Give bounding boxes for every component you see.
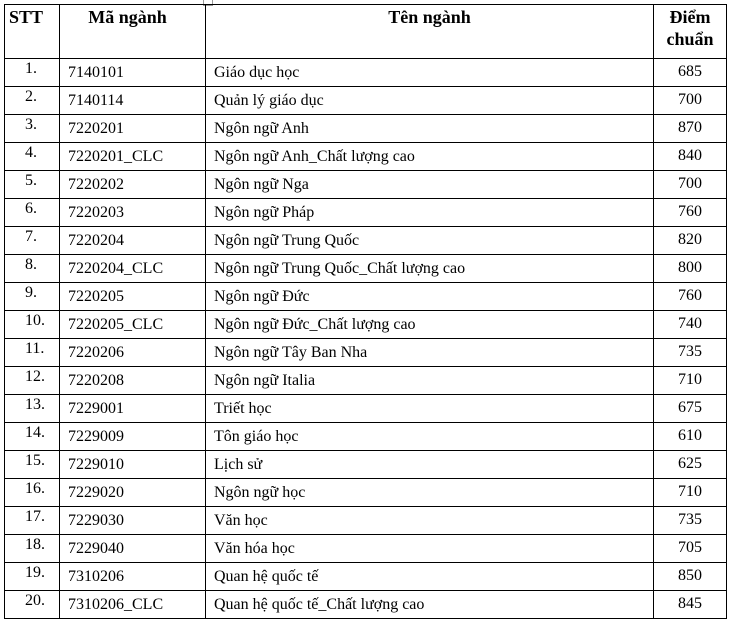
cell-ma-nganh: 7220203 [60, 199, 206, 227]
cell-ten-nganh: Giáo dục học [206, 59, 654, 87]
cell-diem-chuan: 610 [654, 423, 727, 451]
cell-diem-chuan: 870 [654, 115, 727, 143]
cell-stt: 12. [5, 367, 60, 395]
cell-ten-nganh: Lịch sử [206, 451, 654, 479]
cell-ten-nganh: Ngôn ngữ học [206, 479, 654, 507]
cell-diem-chuan: 740 [654, 311, 727, 339]
cell-ma-nganh: 7140101 [60, 59, 206, 87]
cell-diem-chuan: 735 [654, 507, 727, 535]
cell-stt: 17. [5, 507, 60, 535]
table-row [5, 535, 727, 563]
cell-ma-nganh: 7310206_CLC [60, 591, 206, 619]
cell-stt: 1. [5, 59, 60, 87]
table-row [5, 87, 727, 115]
table-row [5, 423, 727, 451]
cell-stt: 18. [5, 535, 60, 563]
table-row [5, 199, 727, 227]
cell-ten-nganh: Ngôn ngữ Trung Quốc_Chất lượng cao [206, 255, 654, 283]
table-row [5, 59, 727, 87]
table-row [5, 339, 727, 367]
cell-ten-nganh: Ngôn ngữ Anh_Chất lượng cao [206, 143, 654, 171]
admission-scores-table [4, 4, 727, 619]
cell-ten-nganh: Quan hệ quốc tế_Chất lượng cao [206, 591, 654, 619]
cell-ma-nganh: 7220206 [60, 339, 206, 367]
cell-diem-chuan: 760 [654, 283, 727, 311]
cell-ma-nganh: 7229010 [60, 451, 206, 479]
cell-ma-nganh: 7220205 [60, 283, 206, 311]
table-row [5, 591, 727, 619]
cell-ma-nganh: 7220204_CLC [60, 255, 206, 283]
cell-ten-nganh: Ngôn ngữ Đức [206, 283, 654, 311]
table-row [5, 255, 727, 283]
cell-stt: 20. [5, 591, 60, 619]
table-row [5, 479, 727, 507]
cell-ma-nganh: 7220205_CLC [60, 311, 206, 339]
cell-ma-nganh: 7229030 [60, 507, 206, 535]
header-diem-chuan-line2: chuẩn [666, 29, 714, 49]
cell-stt: 13. [5, 395, 60, 423]
cell-ten-nganh: Ngôn ngữ Đức_Chất lượng cao [206, 311, 654, 339]
cell-ten-nganh: Ngôn ngữ Pháp [206, 199, 654, 227]
cell-diem-chuan: 705 [654, 535, 727, 563]
header-ten-nganh: Tên ngành [206, 5, 654, 59]
table-row [5, 367, 727, 395]
cell-ten-nganh: Ngôn ngữ Nga [206, 171, 654, 199]
cell-ma-nganh: 7229009 [60, 423, 206, 451]
cell-ma-nganh: 7140114 [60, 87, 206, 115]
table-row [5, 395, 727, 423]
cell-ma-nganh: 7220201 [60, 115, 206, 143]
table-row [5, 451, 727, 479]
table-row [5, 143, 727, 171]
cell-diem-chuan: 850 [654, 563, 727, 591]
cell-diem-chuan: 710 [654, 367, 727, 395]
header-diem-chuan [654, 5, 727, 59]
cell-stt: 6. [5, 199, 60, 227]
cell-ten-nganh: Ngôn ngữ Anh [206, 115, 654, 143]
cell-stt: 14. [5, 423, 60, 451]
cell-ten-nganh: Văn học [206, 507, 654, 535]
cell-stt: 5. [5, 171, 60, 199]
cell-stt: 19. [5, 563, 60, 591]
cell-diem-chuan: 840 [654, 143, 727, 171]
cell-stt: 8. [5, 255, 60, 283]
table-row [5, 283, 727, 311]
cell-ten-nganh: Triết học [206, 395, 654, 423]
cell-ma-nganh: 7229040 [60, 535, 206, 563]
cell-stt: 16. [5, 479, 60, 507]
cell-ma-nganh: 7229001 [60, 395, 206, 423]
cell-ma-nganh: 7310206 [60, 563, 206, 591]
table-row [5, 563, 727, 591]
cell-diem-chuan: 625 [654, 451, 727, 479]
cell-ten-nganh: Quản lý giáo dục [206, 87, 654, 115]
header-stt: STT [5, 5, 60, 59]
cell-ma-nganh: 7220208 [60, 367, 206, 395]
cell-stt: 9. [5, 283, 60, 311]
cell-ma-nganh: 7220202 [60, 171, 206, 199]
cell-ma-nganh: 7220201_CLC [60, 143, 206, 171]
cell-diem-chuan: 800 [654, 255, 727, 283]
cell-ten-nganh: Quan hệ quốc tế [206, 563, 654, 591]
cell-ten-nganh: Tôn giáo học [206, 423, 654, 451]
cell-stt: 11. [5, 339, 60, 367]
cell-diem-chuan: 675 [654, 395, 727, 423]
table-row [5, 507, 727, 535]
cell-diem-chuan: 735 [654, 339, 727, 367]
cell-ten-nganh: Ngôn ngữ Tây Ban Nha [206, 339, 654, 367]
table-row [5, 115, 727, 143]
cell-diem-chuan: 700 [654, 171, 727, 199]
cell-ma-nganh: 7220204 [60, 227, 206, 255]
cell-ten-nganh: Ngôn ngữ Italia [206, 367, 654, 395]
cell-diem-chuan: 710 [654, 479, 727, 507]
cell-stt: 15. [5, 451, 60, 479]
cell-diem-chuan: 820 [654, 227, 727, 255]
cell-diem-chuan: 760 [654, 199, 727, 227]
table-row [5, 171, 727, 199]
cell-ten-nganh: Ngôn ngữ Trung Quốc [206, 227, 654, 255]
cell-ten-nganh: Văn hóa học [206, 535, 654, 563]
cell-stt: 7. [5, 227, 60, 255]
cell-diem-chuan: 700 [654, 87, 727, 115]
cell-diem-chuan: 685 [654, 59, 727, 87]
table-row [5, 227, 727, 255]
cell-diem-chuan: 845 [654, 591, 727, 619]
cell-stt: 10. [5, 311, 60, 339]
table-header-row [5, 5, 727, 59]
cell-stt: 2. [5, 87, 60, 115]
cell-stt: 4. [5, 143, 60, 171]
header-ma-nganh: Mã ngành [60, 5, 206, 59]
header-diem-chuan-line1: Điểm [669, 7, 711, 27]
cell-stt: 3. [5, 115, 60, 143]
table-row [5, 311, 727, 339]
cell-ma-nganh: 7229020 [60, 479, 206, 507]
